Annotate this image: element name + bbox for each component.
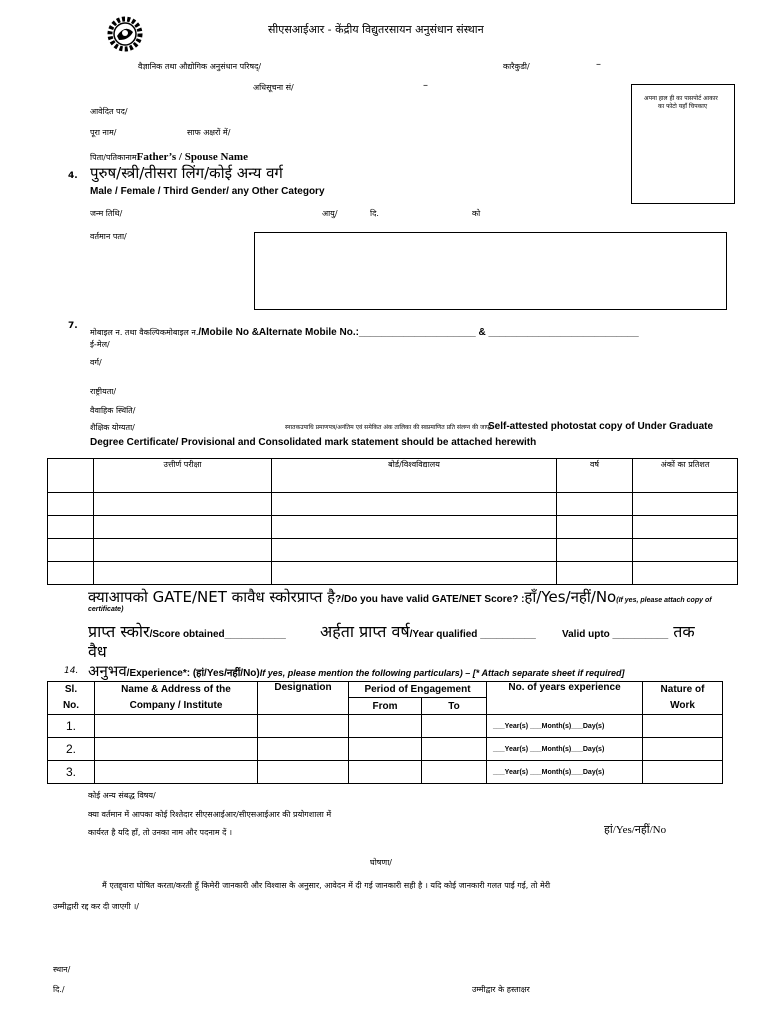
table-row: [48, 738, 723, 761]
edu-col-blank: [48, 459, 94, 493]
age-label: आयु/: [322, 209, 338, 218]
experience-line: [88, 661, 625, 681]
dob-label: जन्म तिथि/: [90, 209, 123, 218]
notification-dash: –: [423, 80, 428, 91]
exp-col-sl: Sl. No.: [48, 682, 95, 715]
table-row: [48, 516, 738, 539]
score-en: /Score obtained___________: [149, 629, 286, 640]
gate-score-line: [88, 620, 286, 642]
edu-col-exam: उत्तीर्ण परीक्षा: [94, 459, 272, 493]
gate-note-2: certificate): [88, 606, 124, 613]
nationality-label: राष्ट्रीयता/: [90, 387, 117, 396]
exp-row-sl: 3.: [48, 761, 95, 784]
gate-question-hi: क्याआपको GATE/NET कावैध स्कोरप्राप्त है: [88, 588, 336, 606]
table-row: [48, 562, 738, 585]
notification-label: अधिसूचना सं/: [253, 83, 294, 92]
declaration-text-1: मैं एतद्द्वारा घोषित करता/करती हूँ किमेरी जानकारी और विश्वास के अनुसार, आवेदन में दी गई जानकारी सही है । यदि कोई जानकारी गलत पाई गई, तो मेरी: [102, 881, 551, 890]
valid-hi-2: वैध: [88, 642, 107, 661]
exp-col-nature: Nature of Work: [643, 682, 723, 715]
gate-yes-no[interactable]: हाँ/Yes/नहीं/No: [524, 588, 617, 606]
mobile-num: 7.: [68, 321, 78, 331]
declaration-title: घोषणा/: [370, 858, 392, 867]
table-row: [48, 539, 738, 562]
valid-hi: तक: [673, 622, 695, 641]
exp-col-name: Name & Address of the Company / Institute: [95, 682, 258, 715]
education-label: शैक्षिक योग्यता/: [90, 423, 135, 432]
exp-col-years: No. of years experience: [487, 682, 643, 715]
photo-box-line1: अपना हाल ही का पासपोर्ट आकार: [644, 95, 718, 102]
edu-col-percent: अंकों का प्रतिशत: [633, 459, 738, 493]
gender-hi: पुरुष/स्त्री/तीसरा लिंग/कोई अन्य वर्ग: [90, 164, 283, 182]
marital-status-label: वैवाहिक स्थिति/: [90, 406, 136, 415]
edu-col-year: वर्ष: [557, 459, 633, 493]
table-row: [48, 715, 723, 738]
full-name-label: पूरा नाम/: [90, 128, 117, 137]
relative-question-1: क्या वर्तमान में आपका कोई रिश्तेदार सीएसआईआर/सीएसआईआर की प्रयोगशाला में: [88, 810, 332, 819]
exp-num: 14.: [64, 666, 79, 676]
gate-valid-line: [562, 620, 695, 642]
gate-question-en: ?/Do you have valid GATE/NET Score? :: [335, 594, 525, 605]
mobile-line: [90, 320, 639, 339]
exp-row-years: ___Year(s) ___Month(s)___Day(s): [487, 715, 643, 738]
gender-num: 4.: [68, 171, 78, 181]
declaration-text-2: उम्मीद्वारी रद्द कर दी जाएगी ।/: [53, 902, 139, 911]
location-label: कारैकुडी/: [503, 62, 530, 71]
exp-col-to: To: [422, 698, 487, 715]
father-label-hi: पिता/पतिकानाम: [90, 153, 137, 162]
location-dash: –: [596, 59, 601, 70]
gender-en: Male / Female / Third Gender/ any Other Category: [90, 186, 325, 197]
other-info-label: कोई अन्य संबद्ध विषय/: [88, 791, 156, 800]
category-label: वर्ग/: [90, 358, 102, 367]
exp-label-en: /Experience*: (: [126, 668, 197, 679]
year-en: /Year qualified __________: [409, 629, 536, 640]
exp-col-period: Period of Engagement: [349, 682, 487, 698]
gate-year-line: [320, 620, 536, 642]
ko-label: को: [472, 209, 481, 218]
table-row: [48, 761, 723, 784]
address-label: वर्तमान पता/: [90, 232, 127, 241]
date-label: दि./: [53, 985, 65, 994]
address-box[interactable]: [254, 232, 727, 310]
edu-col-board: बोर्ड/विश्वविद्यालय: [272, 459, 557, 493]
place-label: स्थान/: [53, 965, 71, 974]
exp-row-years: ___Year(s) ___Month(s)___Day(s): [487, 738, 643, 761]
photo-box-line2: का फोटो यहाँ चिपकाए: [658, 103, 708, 110]
father-label-en: Father’s / Spouse Name: [136, 151, 248, 163]
exp-yes-no[interactable]: हां/Yes/नहीं/No): [196, 668, 260, 679]
capital-letters-label: साफ अक्षरों में/: [187, 128, 231, 137]
csir-logo-icon: [103, 12, 147, 56]
mobile-label-en: /Mobile No &Alternate Mobile No.:_____________________ & ___________________________: [198, 327, 639, 338]
email-label: ई-मेल/: [90, 340, 110, 349]
parent-org: वैज्ञानिक तथा औद्योगिक अनुसंधान परिषद्/: [138, 62, 262, 71]
exp-label-hi: अनुभव: [88, 662, 127, 680]
attach-note-hi: स्नातकउपाधि प्रमाणपत्र/अनंतिम एवं समेकित अंक तालिका की स्वप्रमाणित प्रति संलग्न की जाए/: [285, 424, 492, 431]
signature-label: उम्मीद्वार के हस्ताक्षर: [472, 985, 530, 994]
org-title: सीएसआईआर - केंद्रीय विद्युतरसायन अनुसंधान संस्थान: [268, 23, 484, 36]
relative-question-2: कार्यरत है यदि हाँ, तो उनका नाम और पदनाम दें ।: [88, 828, 232, 837]
exp-note: If yes, please mention the following particulars) – [* Attach separate sheet if required]: [259, 668, 625, 678]
year-hi: अर्हता प्राप्त वर्ष: [320, 622, 410, 641]
education-table: [47, 458, 738, 585]
exp-col-from: From: [349, 698, 422, 715]
attach-note-en1: Self-attested photostat copy of Under Graduate: [488, 421, 714, 432]
exp-col-designation: Designation: [258, 682, 349, 715]
valid-en: Valid upto __________: [562, 629, 669, 640]
gate-note: (If yes, please attach copy of: [616, 597, 712, 604]
education-table-header: [48, 459, 738, 493]
table-row: [48, 493, 738, 516]
experience-table: [47, 681, 723, 784]
mobile-label-hi: मोबाइल न. तथा वैकल्पिकमोबाइल न.: [90, 328, 199, 337]
attach-note-en2: Degree Certificate/ Provisional and Consolidated mark statement should be attached herewith: [90, 437, 537, 448]
exp-row-sl: 2.: [48, 738, 95, 761]
as-on-label: दि.: [370, 209, 379, 218]
father-name-label: [90, 145, 248, 164]
gate-question: [88, 587, 712, 607]
relative-yes-no[interactable]: हां/Yes/नहीं/No: [604, 824, 667, 836]
photo-box: [631, 84, 735, 204]
post-applied-label: आवेदित पद/: [90, 107, 128, 116]
exp-row-sl: 1.: [48, 715, 95, 738]
score-hi: प्राप्त स्कोर: [88, 622, 150, 641]
exp-row-years: ___Year(s) ___Month(s)___Day(s): [487, 761, 643, 784]
